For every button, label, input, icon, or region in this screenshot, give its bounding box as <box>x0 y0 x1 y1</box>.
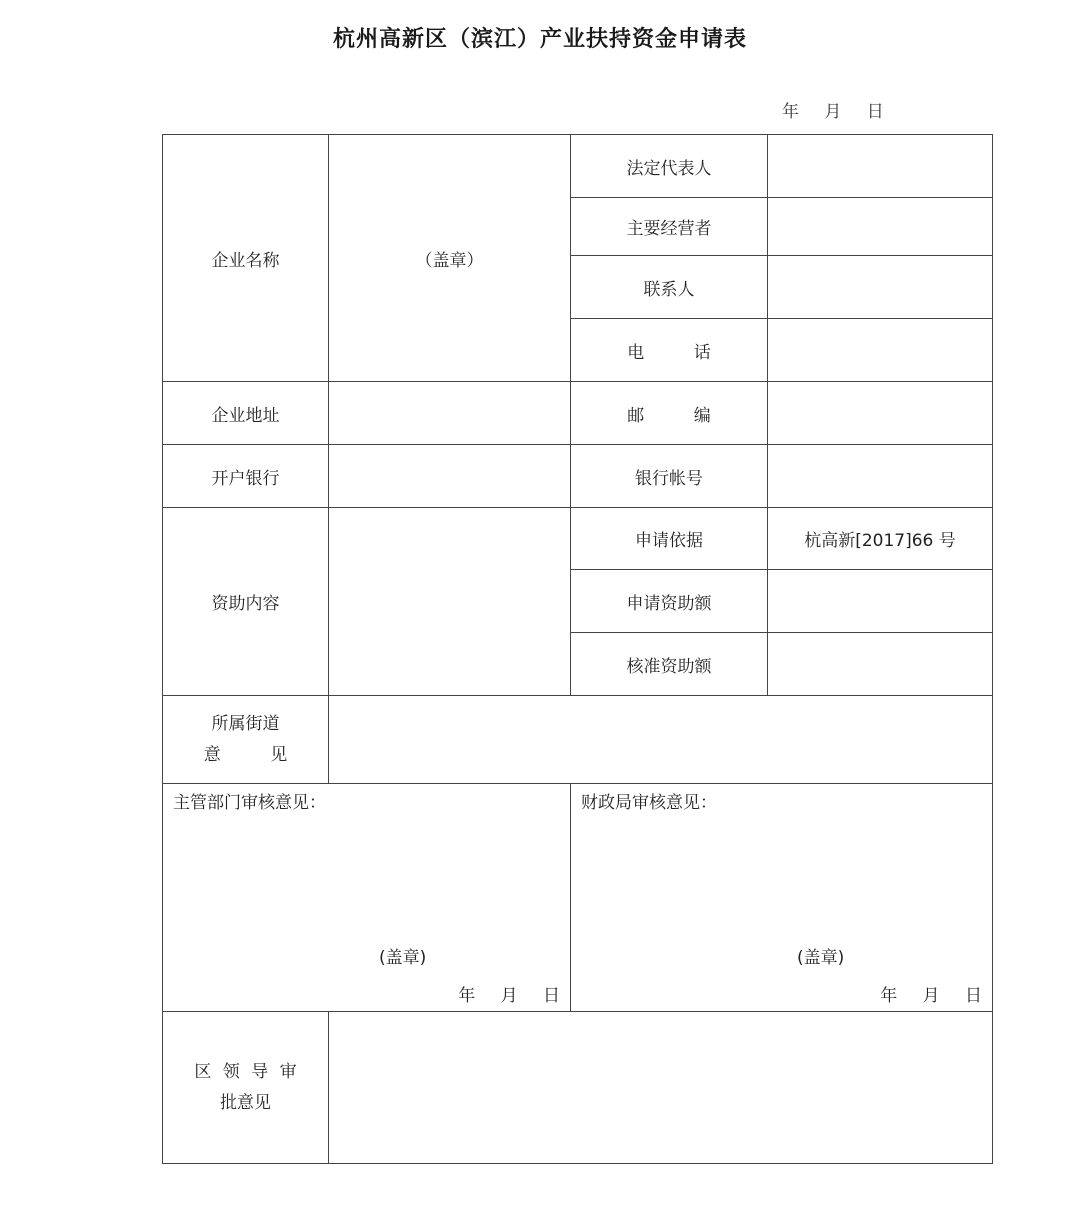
requested-amount-label: 申请资助额 <box>571 570 768 633</box>
contact-label: 联系人 <box>571 256 768 319</box>
main-operator-label: 主要经营者 <box>571 198 768 256</box>
company-name-field[interactable] <box>329 135 571 382</box>
postcode-field[interactable] <box>768 382 993 445</box>
street-opinion-field[interactable] <box>329 696 993 784</box>
bank-label: 开户银行 <box>163 445 329 508</box>
address-field[interactable] <box>329 382 571 445</box>
application-form-table <box>162 134 993 1164</box>
street-opinion-label-line1: 所属街道 <box>211 713 280 734</box>
postcode-label: 邮 编 <box>571 382 768 445</box>
approved-amount-field[interactable] <box>768 633 993 696</box>
seal-placeholder: （盖章） <box>415 250 484 271</box>
phone-field[interactable] <box>768 319 993 382</box>
contact-field[interactable] <box>768 256 993 319</box>
leader-approval-field[interactable] <box>329 1012 993 1164</box>
subsidy-content-label: 资助内容 <box>163 508 329 696</box>
account-field[interactable] <box>768 445 993 508</box>
legal-rep-label: 法定代表人 <box>571 135 768 198</box>
basis-label: 申请依据 <box>571 508 768 570</box>
street-opinion-label <box>163 696 329 784</box>
approved-amount-label: 核准资助额 <box>571 633 768 696</box>
basis-value: 杭高新[2017]66 号 <box>768 508 993 570</box>
finance-date: 年 月 日 <box>880 986 982 1006</box>
leader-label-line1: 区 领 导 审 <box>194 1061 297 1082</box>
finance-seal: (盖章) <box>797 948 845 968</box>
document-title: 杭州高新区（滨江）产业扶持资金申请表 <box>332 26 747 52</box>
subsidy-content-field[interactable] <box>329 508 571 696</box>
dept-opinion-cell[interactable] <box>163 784 571 1012</box>
dept-opinion-label: 主管部门审核意见： <box>173 793 326 813</box>
finance-opinion-label: 财政局审核意见： <box>581 793 717 813</box>
company-name-label: 企业名称 <box>163 135 329 382</box>
finance-opinion-cell[interactable] <box>571 784 993 1012</box>
dept-seal: (盖章) <box>379 948 427 968</box>
leader-approval-label <box>163 1012 329 1164</box>
date-line: 年 月 日 <box>782 102 884 122</box>
phone-label: 电 话 <box>571 319 768 382</box>
account-label: 银行帐号 <box>571 445 768 508</box>
dept-date: 年 月 日 <box>458 986 560 1006</box>
legal-rep-field[interactable] <box>768 135 993 198</box>
requested-amount-field[interactable] <box>768 570 993 633</box>
leader-label-line2: 批意见 <box>220 1092 271 1113</box>
bank-field[interactable] <box>329 445 571 508</box>
address-label: 企业地址 <box>163 382 329 445</box>
street-opinion-label-line2: 意 见 <box>203 744 310 765</box>
main-operator-field[interactable] <box>768 198 993 256</box>
